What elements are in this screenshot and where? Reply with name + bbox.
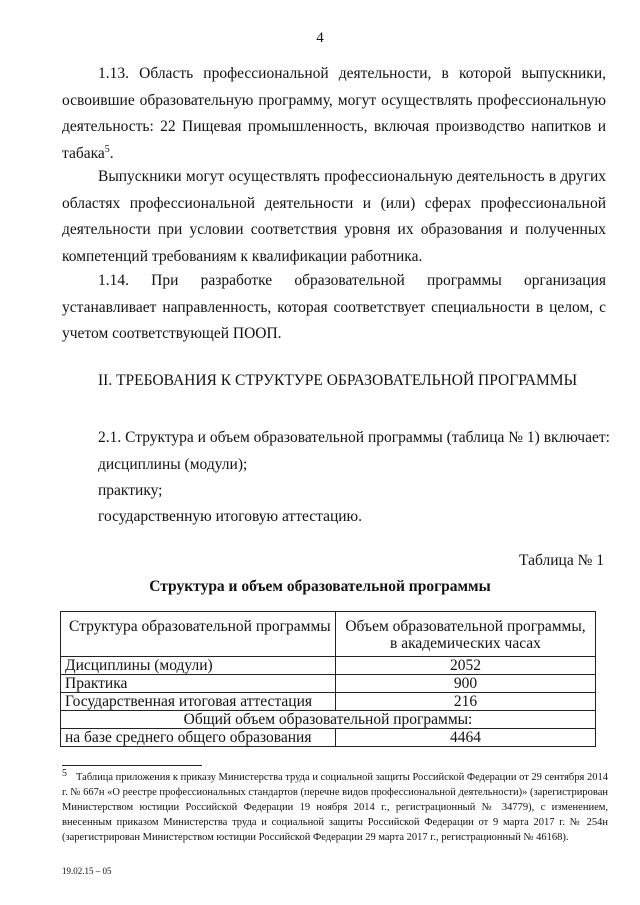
- row-name: Государственная итоговая аттестация: [61, 693, 336, 711]
- table-total-label-row: [61, 711, 596, 729]
- row-value: 4464: [336, 729, 596, 747]
- table-header-row: [61, 612, 596, 657]
- row-name: на базе среднего общего образования: [61, 729, 336, 747]
- total-label: Общий объем образовательной программы:: [61, 711, 596, 729]
- row-value: 900: [336, 675, 596, 693]
- table-row: [61, 729, 596, 747]
- list-item-attestation: государственную итоговую аттестацию.: [98, 508, 363, 525]
- row-name: Дисциплины (модули): [61, 657, 336, 675]
- paragraph-1-13: [62, 61, 606, 167]
- paragraph-1-14: 1.14. При разработке образовательной программы организация устанавливает направленность, которая соответствует специальности в целом, с учетом соответствующей ПООП.: [62, 272, 606, 342]
- list-item-practice: практику;: [98, 482, 163, 499]
- row-value: 2052: [336, 657, 596, 675]
- section-heading: II. ТРЕБОВАНИЯ К СТРУКТУРЕ ОБРАЗОВАТЕЛЬНОЙ ПРОГРАММЫ: [98, 372, 578, 389]
- paragraph-2-1: 2.1. Структура и объем образовательной программы (таблица № 1) включает:: [98, 429, 610, 446]
- footnote-ref: 5: [104, 143, 110, 155]
- table-header-volume: Объем образовательной программы, в академических часах: [336, 612, 596, 657]
- table-row: [61, 657, 596, 675]
- footnote-text: Таблица приложения к приказу Министерства труда и социальной защиты Российской Федерации от 29 сентября 2014 г. № 667н «О реестре профессиональных стандартов (перечне видов профессиональной деятельности)» (зарегистрирован Министерством юстиции Российской Федерации 19 ноября 2014 г., регистрационный № 34779), с изменением, внесенным приказом Министерства труда и социальной защиты Российской Федерации от 9 марта 2017 г. № 254н (зарегистрирован Министерством юстиции Российской Федерации 29 марта 2017 г., регистрационный № 46168).: [62, 772, 608, 843]
- table-row: [61, 675, 596, 693]
- table-title: Структура и объем образовательной программы: [149, 578, 491, 595]
- page-number: 4: [316, 30, 324, 46]
- structure-table: [60, 611, 596, 747]
- row-name: Практика: [61, 675, 336, 693]
- paragraph-1-13-text: 1.13. Область профессиональной деятельности, в которой выпускники, освоившие образовательную программу, могут осуществлять профессиональную деятельность: 22 Пищевая промышленность, включая производство напитков и табака: [62, 65, 606, 162]
- row-value: 216: [336, 693, 596, 711]
- footnote-divider: [62, 765, 202, 766]
- table-label: Таблица № 1: [519, 552, 604, 569]
- table-header-structure: Структура образовательной программы: [61, 612, 336, 657]
- list-item-disciplines: дисциплины (модули);: [98, 456, 248, 473]
- table-row: [61, 693, 596, 711]
- document-code: 19.02.15 – 05: [62, 866, 112, 876]
- footnote: $^5$ Таблица приложения к приказу Министерства труда и социальной защиты Российской Федерации от 29 сентября 2014 г. № 667н «О реестре профессиональных стандартов (перечне видов профессиональной деятельности)» (зарегистрирован Министерством юстиции Российской Федерации 19 ноября 2014 г., регистрационный № 34779), с изменением, внесенным приказом Министерства труда и социальной защиты Российской Федерации от 9 марта 2017 г. № 254н (зарегистрирован Министерством юстиции Российской Федерации 29 марта 2017 г., регистрационный № 46168).: [62, 767, 608, 843]
- paragraph-graduates: Выпускники могут осуществлять профессиональную деятельность в других областях профессиональной деятельности и (или) сферах профессиональной деятельности при условии соответствия уровня их образования и полученных компетенций требованиям к квалификации работника.: [62, 168, 606, 265]
- paragraph-1-13-end: .: [109, 144, 114, 162]
